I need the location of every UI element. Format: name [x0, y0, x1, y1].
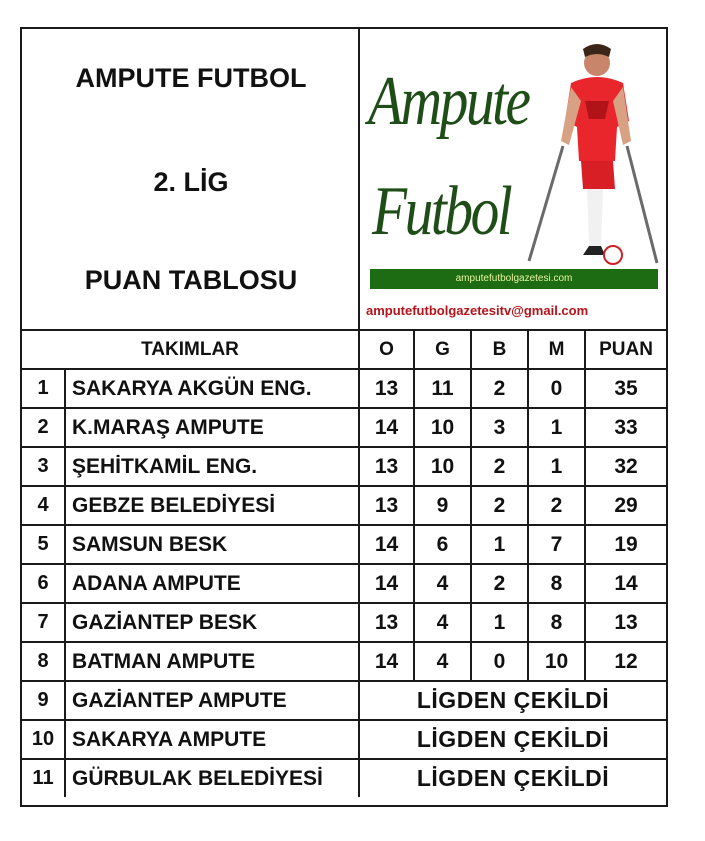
rank-cell: 1	[22, 370, 66, 407]
title-line-3: PUAN TABLOSU	[84, 265, 298, 295]
header-points: PUAN	[599, 339, 653, 360]
team-cell: SAMSUN BESK	[66, 526, 360, 563]
title-line-1: AMPUTE FUTBOL	[75, 63, 307, 93]
team-cell: ADANA AMPUTE	[66, 565, 360, 602]
withdrawn-row	[22, 719, 666, 758]
table-row	[22, 446, 666, 485]
played-cell: 14	[360, 409, 415, 446]
played-cell: 14	[360, 565, 415, 602]
played-cell: 13	[360, 370, 415, 407]
rank-cell: 9	[22, 682, 66, 719]
contact-email: amputefutbolgazetesitv@gmail.com	[366, 303, 589, 318]
played-cell: 14	[360, 526, 415, 563]
standings-table	[22, 329, 666, 805]
team-cell: GÜRBULAK BELEDİYESİ	[66, 760, 360, 797]
team-cell: GAZİANTEP AMPUTE	[66, 682, 360, 719]
rank-cell: 3	[22, 448, 66, 485]
points-cell: 32	[614, 455, 638, 478]
team-cell: BATMAN AMPUTE	[66, 643, 360, 680]
drawn-cell: 2	[472, 565, 529, 602]
lost-cell: 10	[529, 643, 586, 680]
drawn-cell: 1	[472, 526, 529, 563]
drawn-cell: 0	[472, 643, 529, 680]
won-cell: 10	[415, 409, 472, 446]
withdrawn-status: LİGDEN ÇEKİLDİ	[416, 726, 610, 752]
lost-cell: 2	[529, 487, 586, 524]
rank-cell: 2	[22, 409, 66, 446]
team-cell: K.MARAŞ AMPUTE	[66, 409, 360, 446]
team-cell: ŞEHİTKAMİL ENG.	[66, 448, 360, 485]
drawn-cell: 1	[472, 604, 529, 641]
withdrawn-row	[22, 758, 666, 797]
title-line-2: 2. LİG	[153, 167, 229, 197]
rank-cell: 4	[22, 487, 66, 524]
won-cell: 10	[415, 448, 472, 485]
table-row	[22, 602, 666, 641]
table-row	[22, 563, 666, 602]
rank-cell: 11	[22, 760, 66, 797]
header-drawn: B	[472, 331, 529, 368]
ampute-futbol-logo	[360, 29, 666, 329]
won-cell: 4	[415, 643, 472, 680]
table-row	[22, 524, 666, 563]
lost-cell: 1	[529, 409, 586, 446]
amputee-player-icon	[525, 41, 665, 271]
rank-cell: 5	[22, 526, 66, 563]
drawn-cell: 3	[472, 409, 529, 446]
lost-cell: 1	[529, 448, 586, 485]
points-cell: 12	[614, 650, 638, 673]
rank-cell: 10	[22, 721, 66, 758]
won-cell: 9	[415, 487, 472, 524]
lost-cell: 0	[529, 370, 586, 407]
withdrawn-row	[22, 680, 666, 719]
lost-cell: 7	[529, 526, 586, 563]
header	[22, 29, 666, 329]
rank-cell: 8	[22, 643, 66, 680]
table-row	[22, 368, 666, 407]
rank-cell: 7	[22, 604, 66, 641]
played-cell: 13	[360, 604, 415, 641]
table-header-row	[22, 329, 666, 368]
withdrawn-status: LİGDEN ÇEKİLDİ	[416, 765, 610, 791]
points-cell: 33	[614, 416, 638, 439]
played-cell: 14	[360, 643, 415, 680]
drawn-cell: 2	[472, 370, 529, 407]
table-row	[22, 641, 666, 680]
won-cell: 11	[415, 370, 472, 407]
lost-cell: 8	[529, 565, 586, 602]
drawn-cell: 2	[472, 487, 529, 524]
rank-cell: 6	[22, 565, 66, 602]
team-cell: GEBZE BELEDİYESİ	[66, 487, 360, 524]
team-cell: GAZİANTEP BESK	[66, 604, 360, 641]
table-row	[22, 407, 666, 446]
points-cell: 14	[614, 572, 638, 595]
points-cell: 29	[614, 494, 638, 517]
standings-sheet	[20, 27, 668, 807]
header-teams: TAKIMLAR	[22, 331, 360, 368]
team-cell: SAKARYA AKGÜN ENG.	[66, 370, 360, 407]
won-cell: 6	[415, 526, 472, 563]
table-row	[22, 485, 666, 524]
team-cell: SAKARYA AMPUTE	[66, 721, 360, 758]
header-lost: M	[529, 331, 586, 368]
logo-word-futbol: Futbol	[372, 173, 511, 250]
played-cell: 13	[360, 448, 415, 485]
header-won: G	[415, 331, 472, 368]
points-cell: 35	[614, 377, 638, 400]
points-cell: 19	[614, 533, 638, 556]
won-cell: 4	[415, 604, 472, 641]
won-cell: 4	[415, 565, 472, 602]
logo-word-ampute: Ampute	[368, 63, 529, 140]
withdrawn-status: LİGDEN ÇEKİLDİ	[416, 687, 610, 713]
points-cell: 13	[614, 611, 638, 634]
played-cell: 13	[360, 487, 415, 524]
drawn-cell: 2	[472, 448, 529, 485]
title-block	[22, 29, 360, 329]
website-band: amputefutbolgazetesi.com	[370, 269, 658, 289]
header-played: O	[360, 331, 415, 368]
lost-cell: 8	[529, 604, 586, 641]
